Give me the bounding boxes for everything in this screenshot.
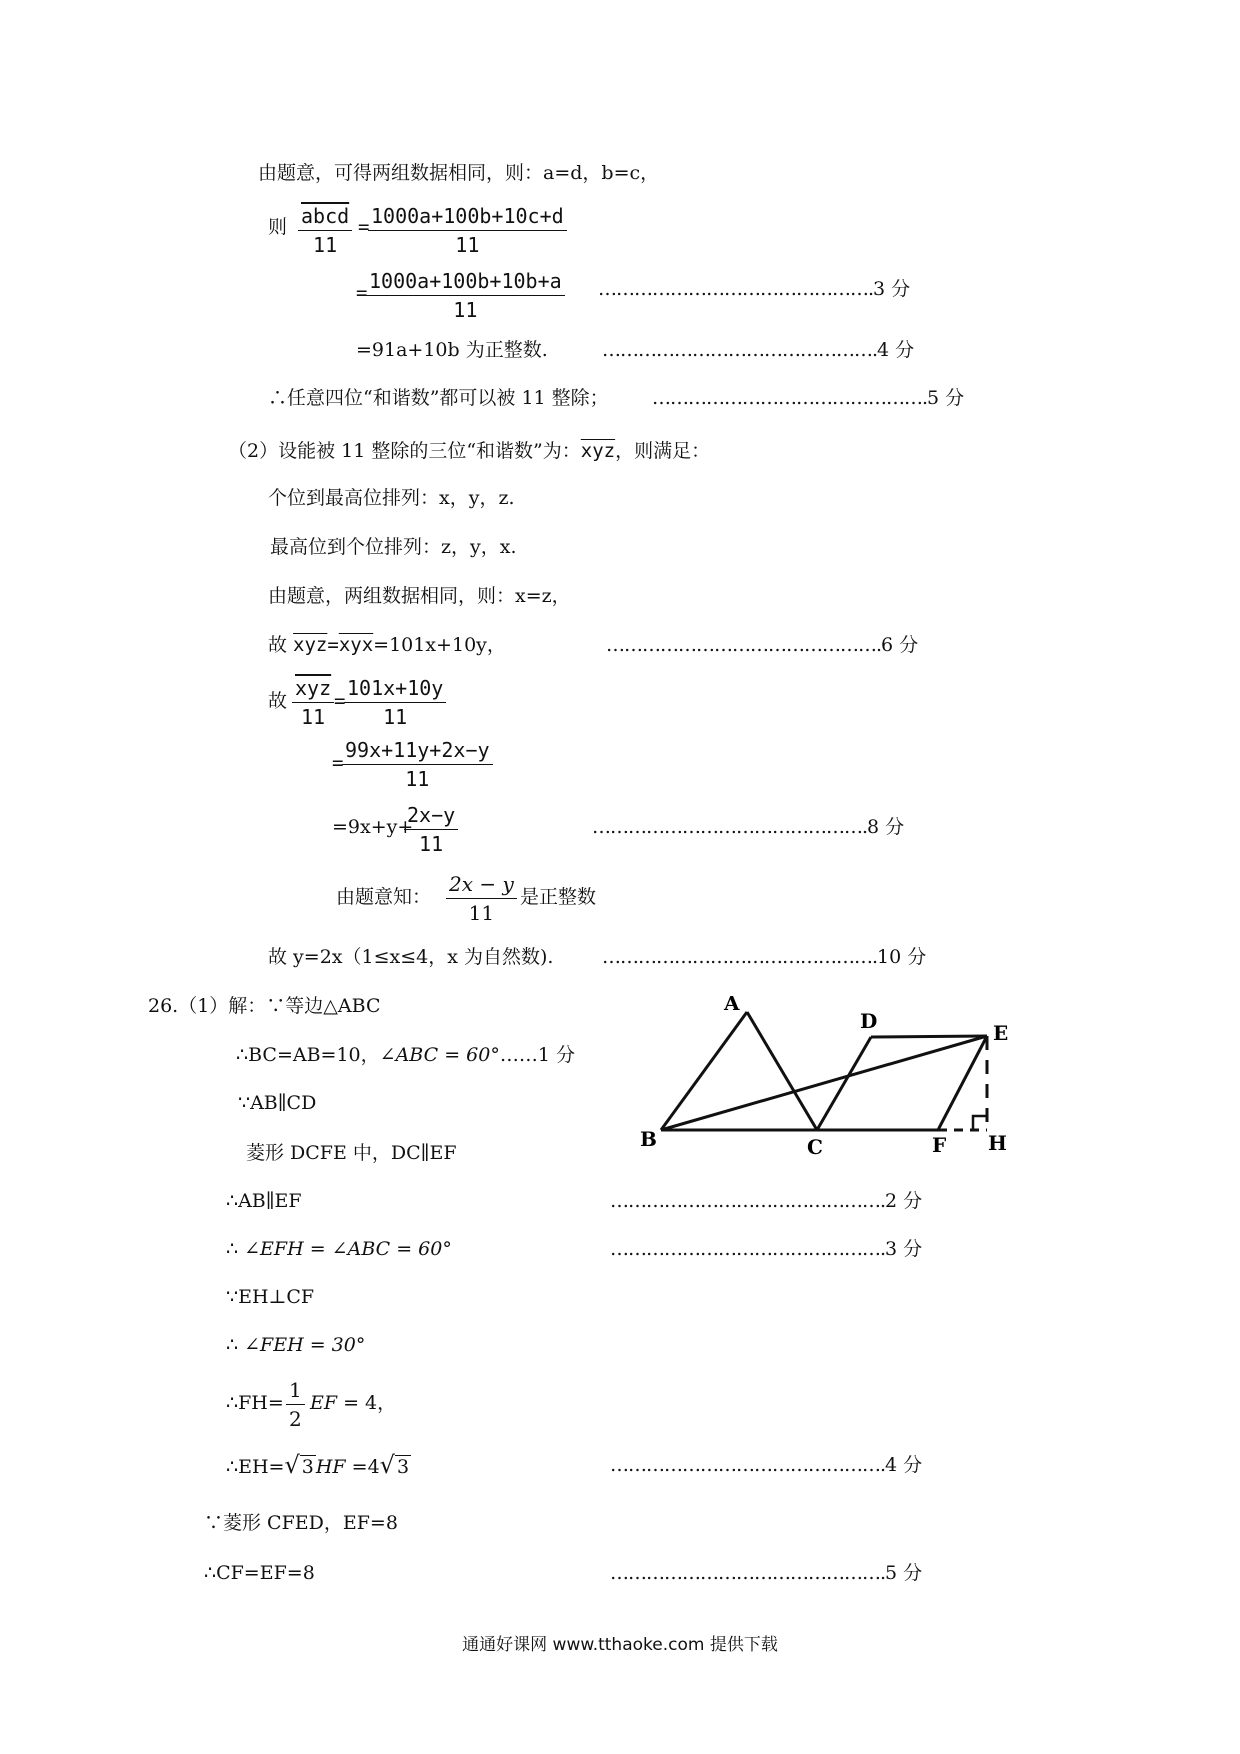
text-line: 则 xyxy=(268,216,288,238)
text-line: ∴AB∥EF xyxy=(226,1190,302,1212)
score-value: 10 分 xyxy=(877,946,927,968)
text-line: ∵AB∥CD xyxy=(238,1092,317,1114)
text-line: 由题意，可得两组数据相同，则：a=d，b=c， xyxy=(258,162,660,184)
fraction xyxy=(286,1377,305,1433)
fraction-denominator: 11 xyxy=(404,829,458,858)
text-segment: =101x+10y， xyxy=(373,634,506,656)
sqrt-symbol: √ xyxy=(284,1451,300,1479)
geometry-figure xyxy=(640,996,1020,1166)
text-line xyxy=(226,1452,411,1480)
equals-sign: = xyxy=(358,216,370,238)
sqrt-symbol: √ xyxy=(379,1451,395,1479)
score-line xyxy=(652,385,964,411)
fraction-denominator: 11 xyxy=(342,764,493,793)
overlined-number: $\overline{xyz}$ xyxy=(580,440,616,462)
text-line xyxy=(236,1042,575,1068)
label-f: F xyxy=(932,1133,947,1157)
text-segment: ∴BC=AB=10， xyxy=(236,1044,380,1066)
fraction-numerator: 1000a+100b+10c+d xyxy=(371,204,564,228)
leader-dots: ………………………………………. xyxy=(610,1562,886,1584)
text-line: ∴FH= xyxy=(226,1392,284,1414)
label-d: D xyxy=(860,1009,878,1033)
right-angle-mark xyxy=(973,1116,987,1130)
fraction-denominator: 11 xyxy=(368,230,567,259)
score-line xyxy=(602,337,914,363)
fraction-numerator: 2x − y xyxy=(449,872,514,896)
segment-ba xyxy=(661,1012,747,1130)
math-expression: ∠EFH = ∠ABC = 60° xyxy=(244,1238,452,1260)
fraction-denominator: 11 xyxy=(292,702,334,731)
leader-dots: ………………………………………. xyxy=(610,1454,886,1476)
fraction-numerator: $\overline{xyz}$ xyxy=(295,676,332,700)
leader-dots: ………………………………………. xyxy=(592,816,868,838)
fraction-numerator: 99x+11y+2x−y xyxy=(345,738,490,762)
equals-sign: = xyxy=(327,634,339,656)
text-line: 由题意，两组数据相同，则：x=z， xyxy=(268,585,571,607)
sqrt-radicand: 3 xyxy=(301,1456,314,1478)
text-line: 是正整数 xyxy=(520,886,597,908)
text-line: ∵EH⊥CF xyxy=(226,1286,315,1308)
score-line xyxy=(610,1452,922,1478)
text-line: =9x+y+ xyxy=(332,816,414,838)
text-line: 故 xyxy=(268,690,288,712)
score-value: 3 分 xyxy=(885,1238,923,1260)
fraction xyxy=(342,737,493,793)
fraction-numerator: 101x+10y xyxy=(347,676,444,700)
text-line xyxy=(226,1332,365,1358)
fraction-denominator: 2 xyxy=(286,1404,305,1433)
text-line: 最高位到个位排列：z，y，x. xyxy=(270,536,517,558)
fraction xyxy=(292,675,334,731)
label-h: H xyxy=(988,1131,1007,1155)
score-value: 3 分 xyxy=(873,278,911,300)
score-line xyxy=(610,1236,922,1262)
label-e: E xyxy=(993,1021,1009,1045)
segment-de xyxy=(871,1036,987,1037)
text-line xyxy=(310,1390,396,1416)
segment-ac xyxy=(747,1012,817,1130)
leader-dots: ………………………………………. xyxy=(610,1190,886,1212)
fraction xyxy=(298,203,352,259)
leader-dots: ………………………………………. xyxy=(598,278,874,300)
equals-sign: = xyxy=(356,282,368,304)
math-expression: EF xyxy=(310,1392,338,1414)
fraction xyxy=(446,871,517,927)
text-segment: （2）设能被 11 整除的三位“和谐数”为： xyxy=(228,440,581,462)
text-line: =91a+10b 为正整数. xyxy=(356,339,548,361)
score-value: 4 分 xyxy=(885,1454,923,1476)
equals-sign: = xyxy=(332,752,344,774)
text-line: ∴任意四位“和谐数”都可以被 11 整除； xyxy=(268,387,609,409)
text-line: ∵菱形 CFED，EF=8 xyxy=(204,1512,398,1534)
leader-dots: ………………………………………. xyxy=(602,946,878,968)
fraction xyxy=(344,675,446,731)
leader-dots: ………………………………………. xyxy=(602,339,878,361)
score-line xyxy=(610,1188,922,1214)
fraction-numerator: 1 xyxy=(289,1378,302,1402)
text-segment: 故 xyxy=(268,634,294,656)
equals-sign: = xyxy=(334,690,346,712)
fraction xyxy=(404,802,458,858)
fraction-numerator: 2x−y xyxy=(407,803,456,827)
text-line: ∴CF=EF=8 xyxy=(204,1562,315,1584)
fraction xyxy=(366,268,565,324)
score-line xyxy=(592,814,904,840)
text-segment: = 4， xyxy=(337,1392,397,1414)
fraction-denominator: 11 xyxy=(446,898,517,927)
fraction-numerator: 1000a+100b+10b+a xyxy=(369,269,562,293)
text-segment: ……1 分 xyxy=(499,1044,575,1066)
leader-dots: ………………………………………. xyxy=(652,387,928,409)
text-line: 由题意知： xyxy=(336,886,432,908)
text-segment: =4 xyxy=(345,1456,380,1478)
text-line xyxy=(226,1236,452,1262)
fraction xyxy=(368,203,567,259)
score-value: 4 分 xyxy=(877,339,915,361)
score-line xyxy=(598,276,910,302)
leader-dots: ………………………………………. xyxy=(610,1238,886,1260)
score-value: 5 分 xyxy=(885,1562,923,1584)
fraction-numerator: abcd xyxy=(301,204,350,228)
label-c: C xyxy=(807,1135,823,1159)
score-line xyxy=(610,1560,922,1586)
score-value: 5 分 xyxy=(927,387,965,409)
text-line: 故 y=2x（1≤x≤4，x 为自然数). xyxy=(268,946,554,968)
text-segment: ，则满足： xyxy=(615,440,711,462)
text-line xyxy=(268,632,506,658)
score-value: 8 分 xyxy=(867,816,905,838)
text-segment: ∴ xyxy=(226,1334,245,1356)
label-a: A xyxy=(724,996,740,1015)
math-expression: ∠FEH = 30° xyxy=(244,1334,366,1356)
score-line xyxy=(606,632,918,658)
text-segment: ∴ xyxy=(226,1238,245,1260)
text-line xyxy=(228,438,710,464)
fraction-denominator: 11 xyxy=(366,295,565,324)
text-line: 个位到最高位排列：x，y，z. xyxy=(268,487,515,509)
math-expression: HF xyxy=(315,1456,346,1478)
overlined-number: $\overline{xyz}$ xyxy=(293,634,328,656)
leader-dots: ………………………………………. xyxy=(606,634,882,656)
fraction-denominator: 11 xyxy=(344,702,446,731)
math-expression: ∠ABC = 60° xyxy=(379,1044,500,1066)
score-value: 6 分 xyxy=(881,634,919,656)
text-line: 26.（1）解：∵等边△ABC xyxy=(148,995,381,1017)
text-segment: ∴EH= xyxy=(226,1456,285,1478)
score-value: 2 分 xyxy=(885,1190,923,1212)
label-b: B xyxy=(640,1127,657,1151)
fraction-denominator: 11 xyxy=(298,230,352,259)
overlined-number: $\overline{xyx}$ xyxy=(338,634,374,656)
score-line xyxy=(602,944,926,970)
text-line: 菱形 DCFE 中，DC∥EF xyxy=(246,1142,457,1164)
sqrt-radicand: 3 xyxy=(396,1456,410,1478)
page-footer: 通通好课网 www.tthaoke.com 提供下载 xyxy=(462,1635,778,1655)
